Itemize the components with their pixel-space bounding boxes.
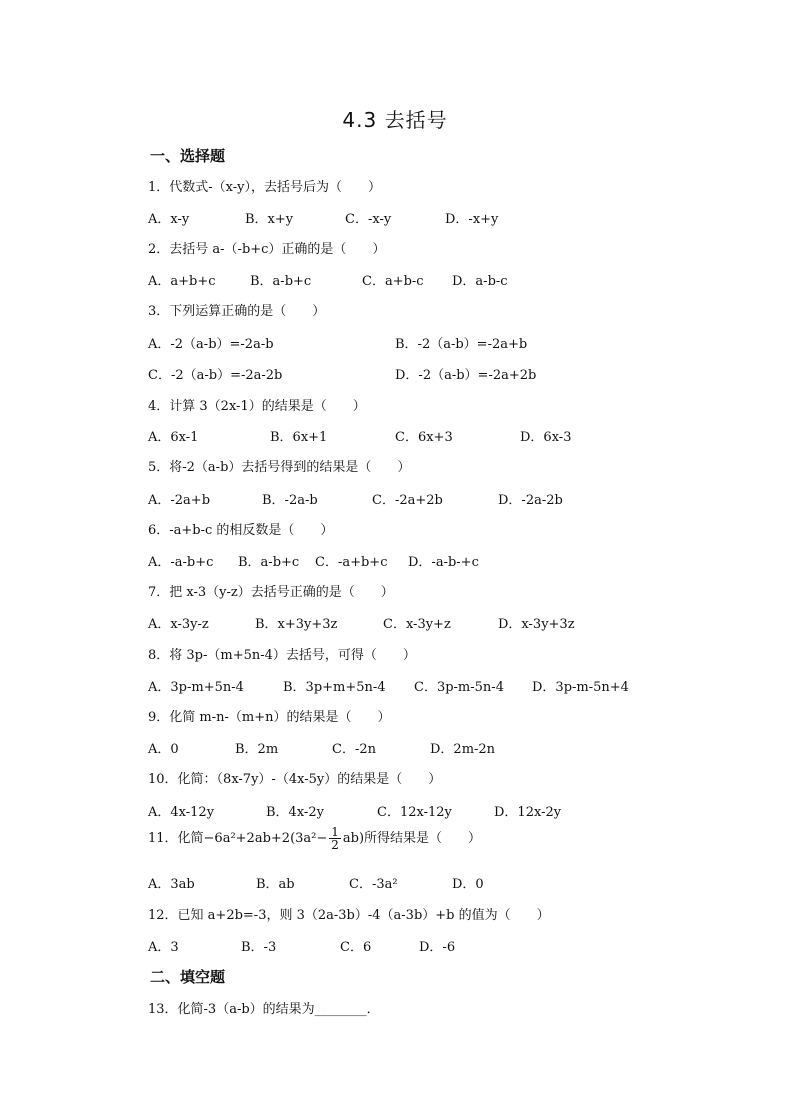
q3-option-d: D．-2（a-b）=-2a+2b xyxy=(395,368,537,383)
q7-option-d: D．x-3y+3z xyxy=(498,617,575,632)
q9-option-c: C．-2n xyxy=(332,742,376,757)
q4-option-c: C．6x+3 xyxy=(395,430,453,445)
q3-option-c: C．-2（a-b）=-2a-2b xyxy=(148,368,283,383)
q2-option-b: B．a-b+c xyxy=(250,274,312,289)
question-2: 2．去括号 a-（-b+c）正确的是（ ） xyxy=(148,242,386,257)
q4-option-b: B．6x+1 xyxy=(270,430,328,445)
q1-option-c: C．-x-y xyxy=(345,212,392,227)
q11-option-b: B．ab xyxy=(256,877,295,892)
question-4: 4．计算 3（2x-1）的结果是（ ） xyxy=(148,399,366,414)
section-heading-choice: 一、选择题 xyxy=(150,147,226,165)
question-3: 3．下列运算正确的是（ ） xyxy=(148,304,326,319)
q11-option-d: D．0 xyxy=(452,877,484,892)
q2-option-d: D．a-b-c xyxy=(452,274,508,289)
question-11 xyxy=(148,826,481,851)
q9-option-d: D．2m-2n xyxy=(430,742,496,757)
q8-option-b: B．3p+m+5n-4 xyxy=(283,680,386,695)
question-13: 13．化简-3（a-b）的结果为________． xyxy=(148,1002,380,1017)
question-9: 9．化简 m-n-（m+n）的结果是（ ） xyxy=(148,710,391,725)
q5-option-d: D．-2a-2b xyxy=(498,493,563,508)
q5-option-c: C．-2a+2b xyxy=(372,493,443,508)
question-6: 6．-a+b-c 的相反数是（ ） xyxy=(148,523,334,538)
q7-option-c: C．x-3y+z xyxy=(383,617,451,632)
question-7: 7．把 x-3（y-z）去括号正确的是（ ） xyxy=(148,585,394,600)
q3-option-b: B．-2（a-b）=-2a+b xyxy=(395,337,528,352)
q6-option-c: C．-a+b+c xyxy=(315,555,388,570)
q6-option-a: A．-a-b+c xyxy=(148,555,214,570)
q5-option-a: A．-2a+b xyxy=(148,493,211,508)
page-title: 4.3 去括号 xyxy=(342,108,448,132)
q12-option-c: C．6 xyxy=(340,940,372,955)
q5-option-b: B．-2a-b xyxy=(262,493,318,508)
q11-fraction-numerator: 1 xyxy=(331,825,339,839)
q11-option-c: C．-3a² xyxy=(349,877,398,892)
q12-option-b: B．-3 xyxy=(241,940,277,955)
q9-option-b: B．2m xyxy=(235,742,279,757)
q6-option-b: B．a-b+c xyxy=(238,555,300,570)
q7-option-a: A．x-3y-z xyxy=(148,617,209,632)
q2-option-c: C．a+b-c xyxy=(362,274,424,289)
q1-option-a: A．x-y xyxy=(148,212,190,227)
question-1: 1．代数式-（x-y），去括号后为（ ） xyxy=(148,180,382,195)
question-10: 10．化简：（8x-7y）-（4x-5y）的结果是（ ） xyxy=(148,772,442,787)
q11-option-a: A．3ab xyxy=(148,877,195,892)
q8-option-a: A．3p-m+5n-4 xyxy=(148,680,244,695)
q3-option-a: A．-2（a-b）=-2a-b xyxy=(148,337,274,352)
q11-stem-before: 11．化简−6a²+2ab+2(3a²− xyxy=(148,831,328,846)
q12-option-d: D．-6 xyxy=(419,940,456,955)
question-5: 5．将-2（a-b）去括号得到的结果是（ ） xyxy=(148,460,411,475)
q11-fraction xyxy=(329,826,341,851)
q1-option-d: D．-x+y xyxy=(445,212,499,227)
q8-option-d: D．3p-m-5n+4 xyxy=(532,680,629,695)
q12-option-a: A．3 xyxy=(148,940,179,955)
q10-option-a: A．4x-12y xyxy=(148,805,215,820)
question-8: 8．将 3p-（m+5n-4）去括号，可得（ ） xyxy=(148,648,416,663)
q10-option-c: C．12x-12y xyxy=(377,805,452,820)
q9-option-a: A．0 xyxy=(148,742,179,757)
q4-option-d: D．6x-3 xyxy=(520,430,572,445)
q7-option-b: B．x+3y+3z xyxy=(255,617,338,632)
q10-option-d: D．12x-2y xyxy=(494,805,562,820)
q6-option-d: D．-a-b-+c xyxy=(408,555,479,570)
q1-option-b: B．x+y xyxy=(245,212,294,227)
q2-option-a: A．a+b+c xyxy=(148,274,216,289)
q11-fraction-denominator: 2 xyxy=(331,838,339,852)
question-12: 12．已知 a+2b=-3，则 3（2a-3b）-4（a-3b）+b 的值为（ ） xyxy=(148,908,550,923)
q4-option-a: A．6x-1 xyxy=(148,430,199,445)
section-heading-fill: 二、填空题 xyxy=(150,968,226,986)
q10-option-b: B．4x-2y xyxy=(266,805,324,820)
q11-stem-after: ab)所得结果是（ ） xyxy=(342,831,482,846)
q8-option-c: C．3p-m-5n-4 xyxy=(414,680,504,695)
